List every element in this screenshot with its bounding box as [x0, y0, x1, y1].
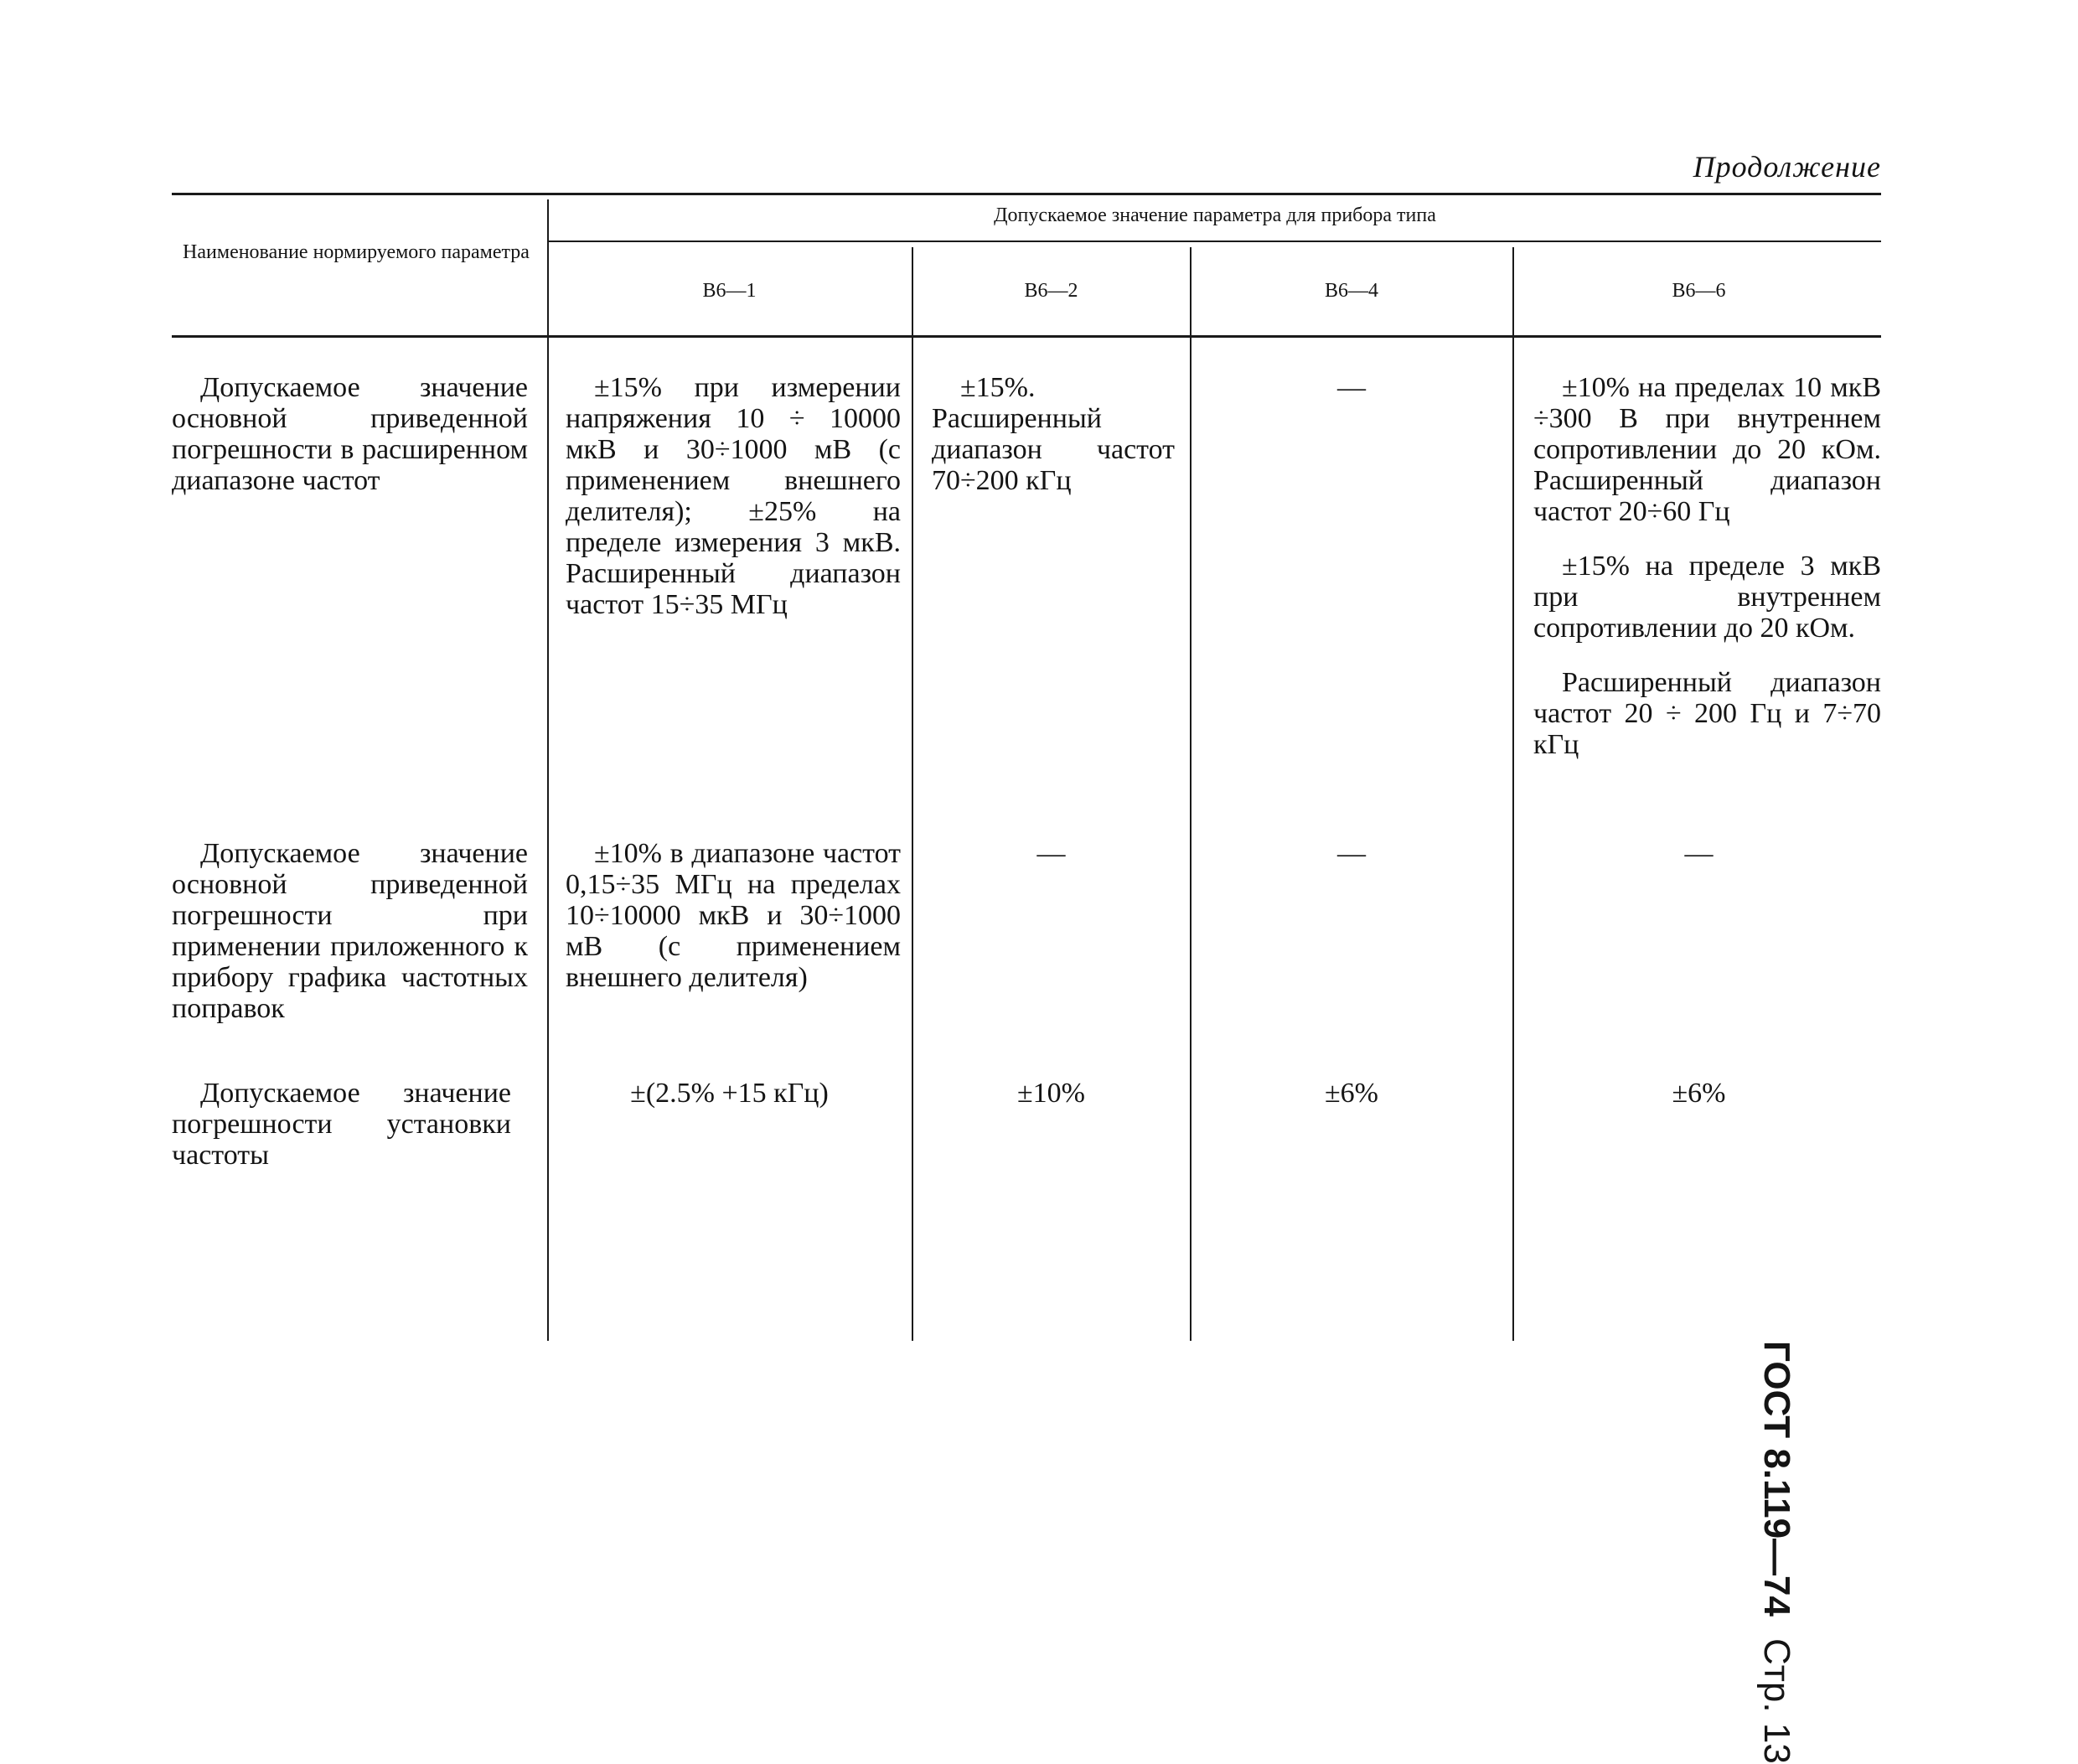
row3-b6-2-text: ±10%	[1017, 1078, 1085, 1109]
row1-b6-2-text: ±15%. Расширенный диапазон частот 70÷200 кГц	[932, 372, 1175, 496]
row1-param-name-text: Допускаемое значение основной приведенной погрешности в расширенном диапазоне частот	[172, 372, 528, 496]
row2-b6-6	[1517, 838, 1881, 869]
row3-b6-1-text: ±(2.5% +15 кГц)	[630, 1078, 829, 1109]
header-param-name: Наименование нормируемого параметра	[183, 241, 530, 263]
row3-b6-1	[551, 1078, 907, 1109]
group-header-rule	[549, 241, 1881, 242]
row2-b6-4	[1193, 838, 1510, 869]
column-divider-b6-4	[1512, 247, 1514, 1341]
row2-b6-1-text: ±10% в диапазоне частот 0,15÷35 МГц на пределах 10÷10000 мкВ и 30÷1000 мВ (с применением внешнего делителя)	[566, 838, 901, 993]
row1-b6-2	[932, 372, 1175, 496]
row2-b6-6-dash: —	[1684, 838, 1714, 869]
column-divider-b6-1	[912, 247, 913, 1341]
row3-b6-6	[1517, 1078, 1881, 1109]
side-label-page: Стр. 13	[1756, 1638, 1797, 1764]
row2-param-name-text: Допускаемое значение основной приведенной погрешности при применении приложенного к прибору графика частотных поправок	[172, 838, 528, 1024]
row1-b6-6-para1: ±10% на пределах 10 мкВ ÷300 В при внутреннем сопротивлении до 20 кОм. Расширенный диапазон частот 20÷60 Гц	[1533, 372, 1881, 527]
header-col-b6-4: В6—4	[1324, 280, 1378, 302]
row2-b6-4-dash: —	[1337, 838, 1366, 869]
row1-param-name	[172, 372, 528, 496]
header-col-b6-6: В6—6	[1672, 280, 1726, 302]
row2-b6-1	[566, 838, 901, 993]
side-label-gost: ГОСТ 8.119—74	[1756, 1341, 1797, 1617]
row1-b6-6	[1533, 372, 1881, 760]
row3-param-name-text: Допускаемое значение погрешности установки частоты	[172, 1078, 511, 1171]
row3-b6-6-text: ±6%	[1672, 1078, 1726, 1109]
row3-b6-4-text: ±6%	[1325, 1078, 1378, 1109]
row1-b6-1-text: ±15% при измерении напряжения 10 ÷ 10000 мкВ и 30÷1000 мВ (с применением внешнего делителя); ±25% на пределе измерения 3 мкВ. Расширенный диапазон частот 15÷35 МГц	[566, 372, 901, 620]
table-top-rule	[172, 193, 1881, 195]
header-col-b6-1: В6—1	[702, 280, 757, 302]
row3-b6-4	[1193, 1078, 1510, 1109]
row1-b6-6-para2: ±15% на пределе 3 мкВ при внутреннем сопротивлении до 20 кОм.	[1533, 551, 1881, 644]
column-divider-name	[547, 199, 549, 1341]
row2-b6-2-dash: —	[1036, 838, 1066, 869]
header-col-b6-2: В6—2	[1024, 280, 1078, 302]
row3-b6-2	[915, 1078, 1187, 1109]
row3-param-name	[172, 1078, 511, 1171]
header-allowed-value: Допускаемое значение параметра для прибора типа	[994, 204, 1436, 226]
row1-b6-4	[1193, 372, 1510, 403]
row1-b6-1	[566, 372, 901, 620]
continuation-label: Продолжение	[1693, 150, 1881, 184]
row2-param-name	[172, 838, 528, 1024]
row2-b6-2	[915, 838, 1187, 869]
column-divider-b6-2	[1190, 247, 1191, 1341]
side-label	[1755, 1341, 1797, 1764]
header-bottom-rule	[172, 335, 1881, 338]
row1-b6-4-dash: —	[1337, 372, 1366, 403]
row1-b6-6-para3: Расширенный диапазон частот 20 ÷ 200 Гц и 7÷70 кГц	[1533, 667, 1881, 760]
